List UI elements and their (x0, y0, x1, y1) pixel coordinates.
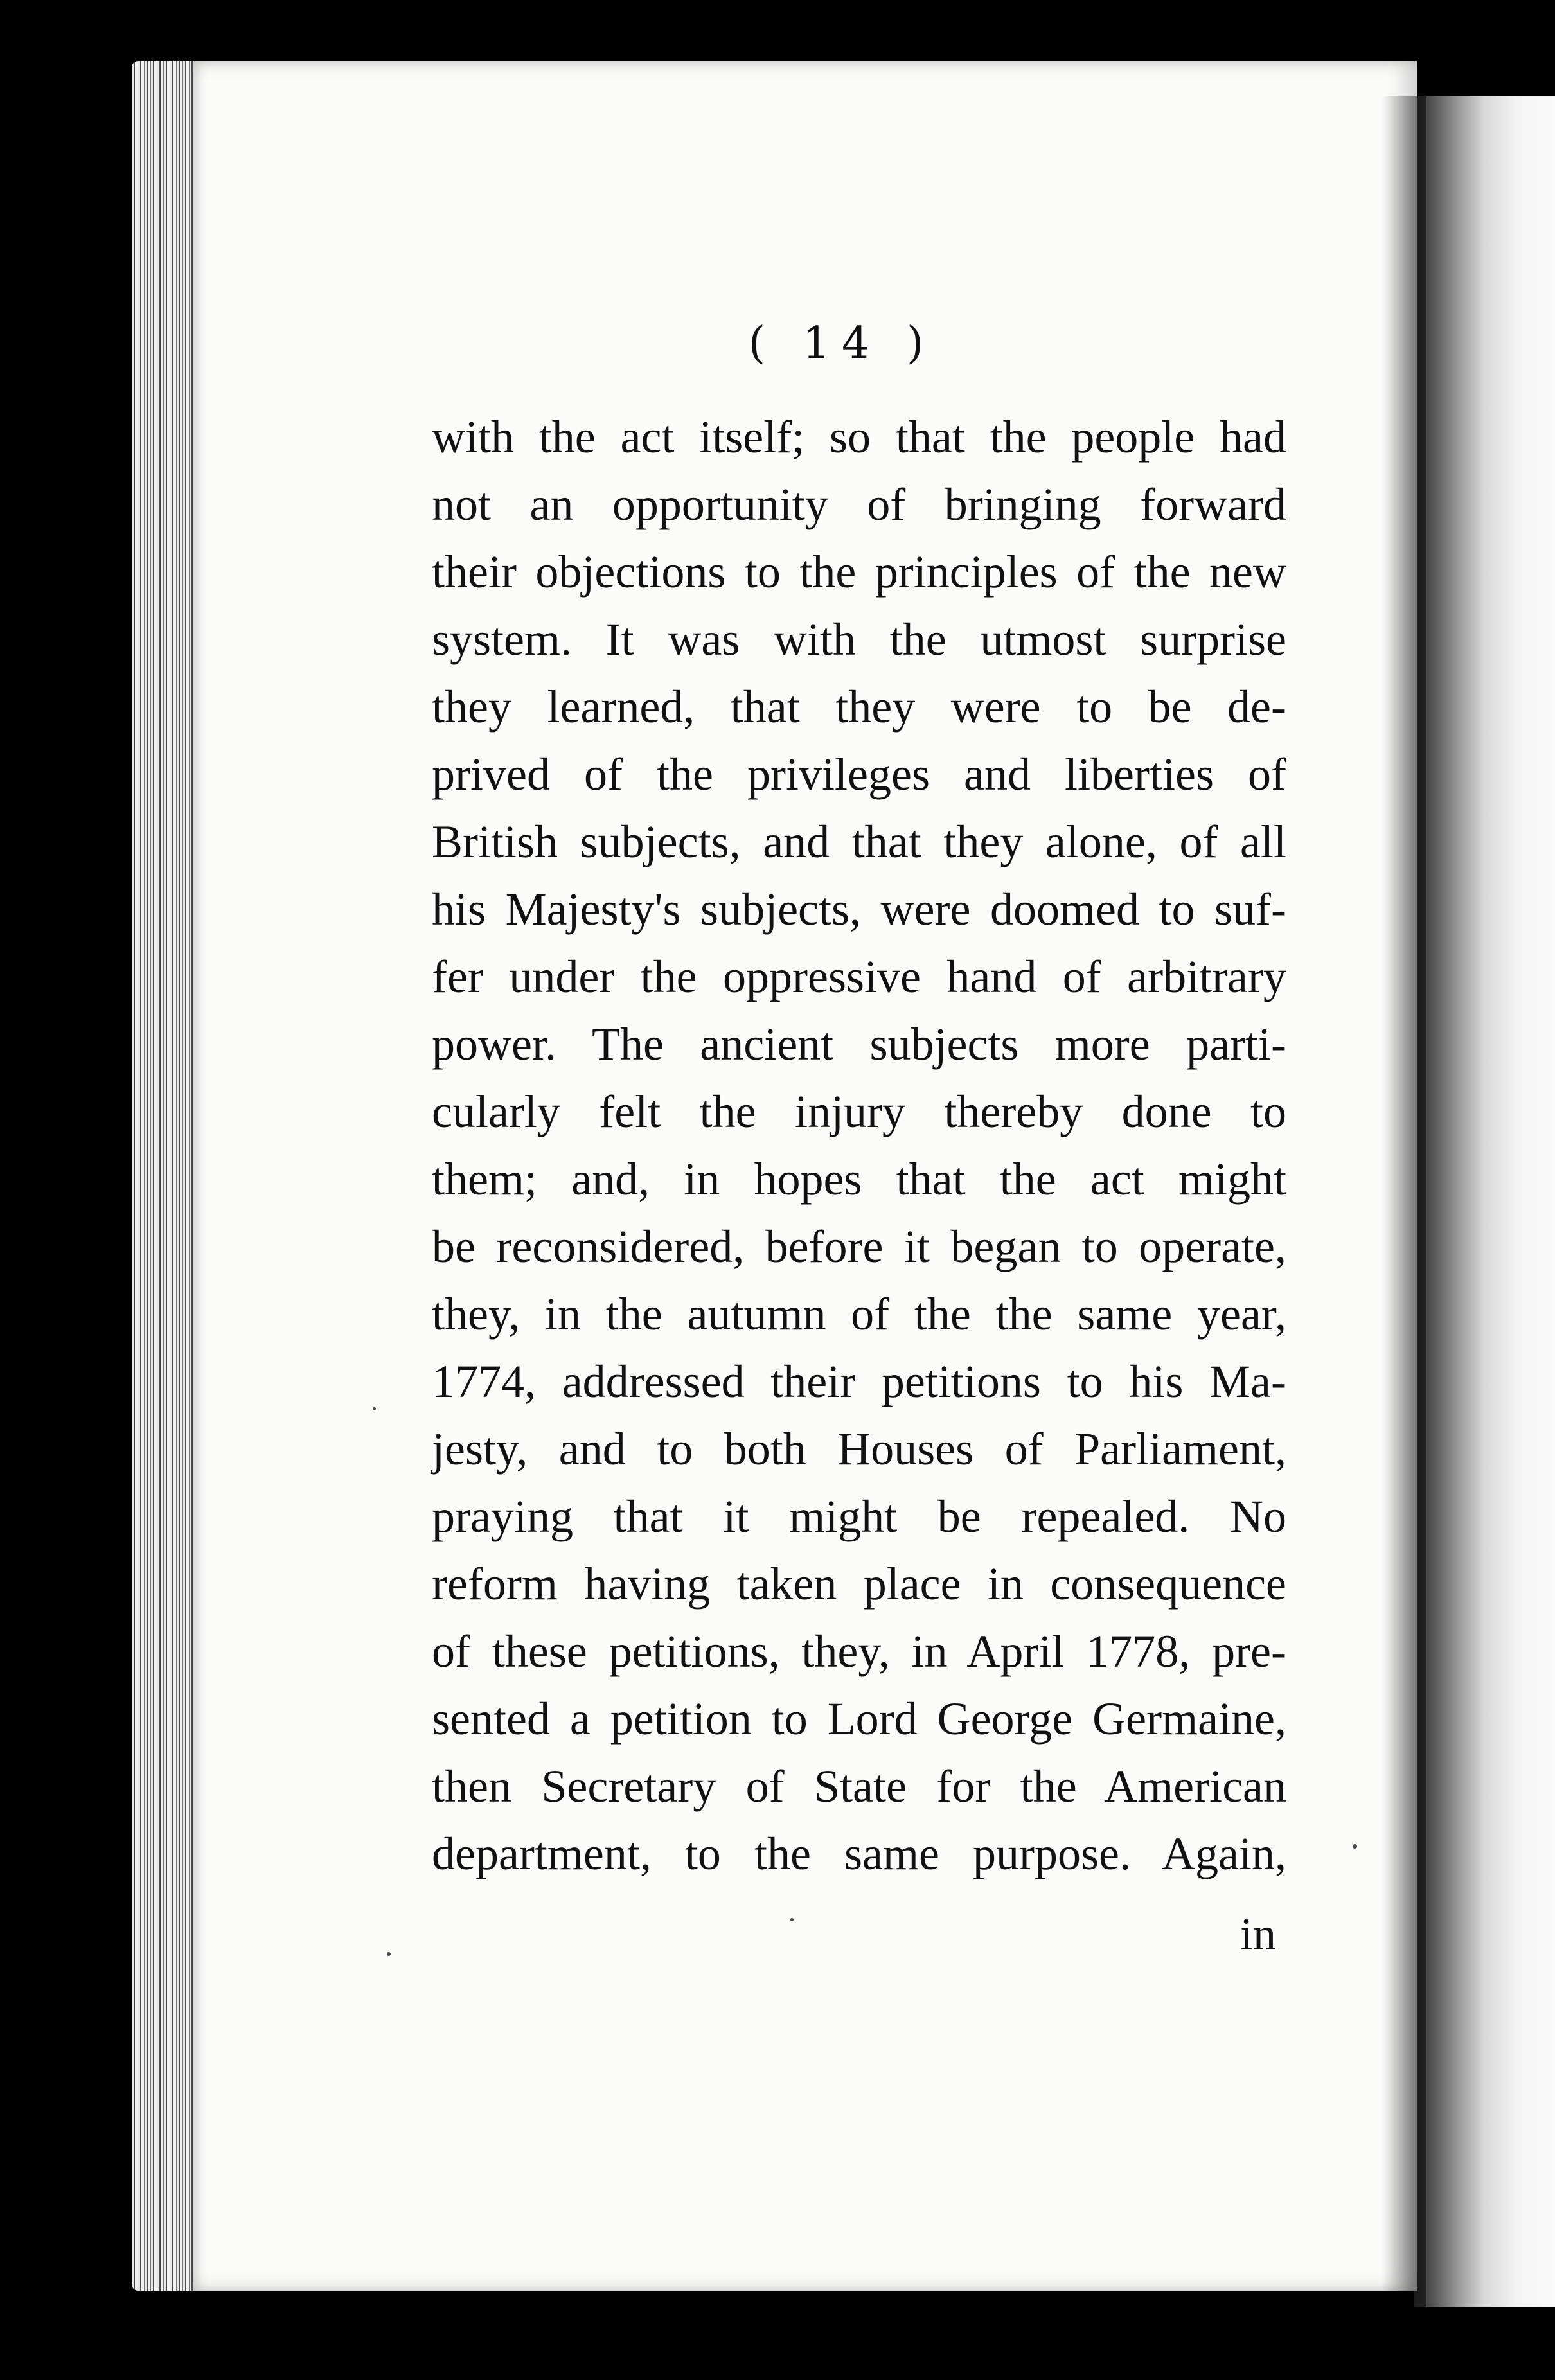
text-line: department, to the same purpose. Again, (432, 1828, 1286, 1879)
text-line: of these petitions, they, in April 1778, pre- (432, 1626, 1286, 1677)
page-number: ( 14 ) (748, 318, 936, 369)
ink-speck (373, 1407, 376, 1410)
text-line: they, in the autumn of the the same year, (432, 1288, 1286, 1340)
ink-speck (387, 1952, 391, 1956)
text-line: system. It was with the utmost surprise (432, 614, 1286, 665)
text-line: prived of the privileges and liberties of (432, 749, 1286, 800)
text-line: be reconsidered, before it began to operate, (432, 1221, 1286, 1272)
text-line: with the act itself; so that the people had (432, 411, 1286, 463)
text-line: their objections to the principles of the new (432, 546, 1286, 598)
page-body-text (432, 404, 1286, 1888)
text-line: not an opportunity of bringing forward (432, 479, 1286, 530)
text-line: reform having taken place in consequence (432, 1558, 1286, 1610)
text-line: power. The ancient subjects more parti- (432, 1018, 1286, 1070)
adjoining-page (1414, 96, 1555, 2307)
text-line: his Majesty's subjects, were doomed to suf- (432, 884, 1286, 935)
text-line: them; and, in hopes that the act might (432, 1153, 1286, 1205)
text-line: then Secretary of State for the American (432, 1761, 1286, 1812)
gutter-shadow (1382, 96, 1426, 2307)
ink-speck (790, 1918, 794, 1921)
text-line: sented a petition to Lord George Germaine, (432, 1693, 1286, 1745)
text-line: British subjects, and that they alone, of all (432, 816, 1286, 867)
text-line: they learned, that they were to be de- (432, 681, 1286, 733)
text-line: cularly felt the injury thereby done to (432, 1086, 1286, 1137)
text-line: praying that it might be repealed. No (432, 1491, 1286, 1542)
catchword: in (1240, 1908, 1277, 1960)
text-line: fer under the oppressive hand of arbitrary (432, 951, 1286, 1002)
text-line: jesty, and to both Houses of Parliament, (432, 1423, 1286, 1475)
page-fore-edge (132, 61, 202, 2291)
text-line: 1774, addressed their petitions to his Ma- (432, 1356, 1286, 1407)
ink-speck (1353, 1844, 1357, 1849)
